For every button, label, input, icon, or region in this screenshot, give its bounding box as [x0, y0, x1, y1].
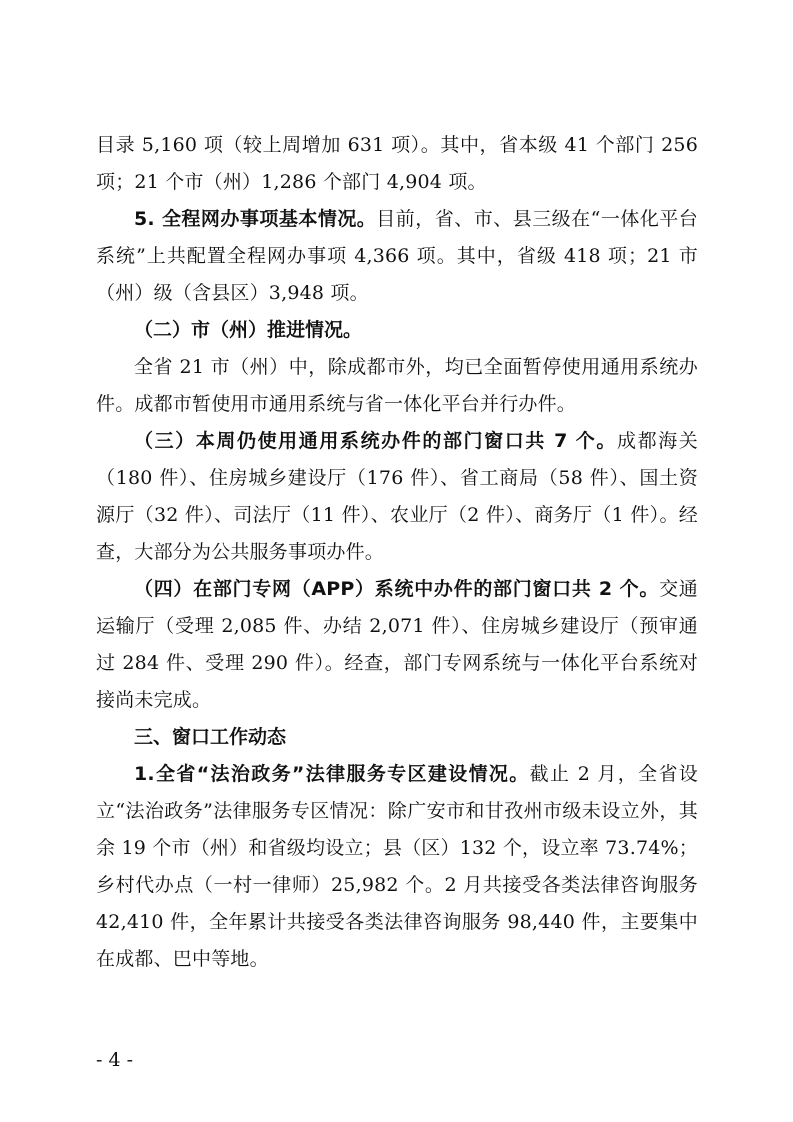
paragraph-text: 目前，省、市、县三级在“一体化平台系统”上共配置全程网办事项 4,366 项。其中，省级 418 项；21 市（州）级（含县区）3,948 项。 [96, 208, 698, 304]
paragraph-text: 目录 5,160 项（较上周增加 631 项）。其中，省本级 41 个部门 256 项；21 个市（州）1,286 个部门 4,904 项。 [96, 134, 698, 193]
paragraph-online-service-items [96, 201, 698, 312]
paragraph-city-progress [96, 349, 698, 423]
page-number: - 4 - [96, 1049, 134, 1071]
paragraph-general-system-windows [96, 423, 698, 571]
paragraph-text: 成都海关（180 件）、住房城乡建设厅（176 件）、省工商局（58 件）、国土资源厅（32 件）、司法厅（11 件）、农业厅（2 件）、商务厅（1 件）。经查，大部分为公共服务事项办件。 [96, 430, 698, 563]
paragraph-lead: 1.全省“法治政务”法律服务专区建设情况。 [134, 763, 530, 785]
section-heading-window-activities: 三、窗口工作动态 [134, 726, 287, 748]
paragraph-lead: （三）本周仍使用通用系统办件的部门窗口共 7 个。 [134, 430, 617, 452]
paragraph-catalog-summary [96, 127, 698, 201]
paragraph-lead: （四）在部门专网（APP）系统中办件的部门窗口共 2 个。 [134, 578, 660, 600]
paragraph-legal-service-zone [96, 756, 698, 978]
paragraph-lead: 5. 全程网办事项基本情况。 [134, 208, 377, 230]
paragraph-dedicated-network-windows [96, 571, 698, 719]
paragraph-text: 截止 2 月，全省设立“法治政务”法律服务专区情况：除广安市和甘孜州市级未设立外，其余 19 个市（州）和省级均设立；县（区）132 个，设立率 73.74%；乡村代办点（一村一律师）25,982 个。2 月共接受各类法律咨询服务 42,410 件，全年累计共接受各类法律咨询服务 98,440 件，主要集中在成都、巴中等地。 [96, 763, 698, 970]
paragraph-text: 全省 21 市（州）中，除成都市外，均已全面暂停使用通用系统办件。成都市暂使用市通用系统与省一体化平台并行办件。 [96, 356, 698, 415]
section-heading-city-progress: （二）市（州）推进情况。 [134, 319, 363, 341]
document-body [96, 127, 698, 978]
paragraph-text: 交通运输厅（受理 2,085 件、办结 2,071 件）、住房城乡建设厅（预审通过 284 件、受理 290 件）。经查，部门专网系统与一体化平台系统对接尚未完成。 [96, 578, 698, 711]
